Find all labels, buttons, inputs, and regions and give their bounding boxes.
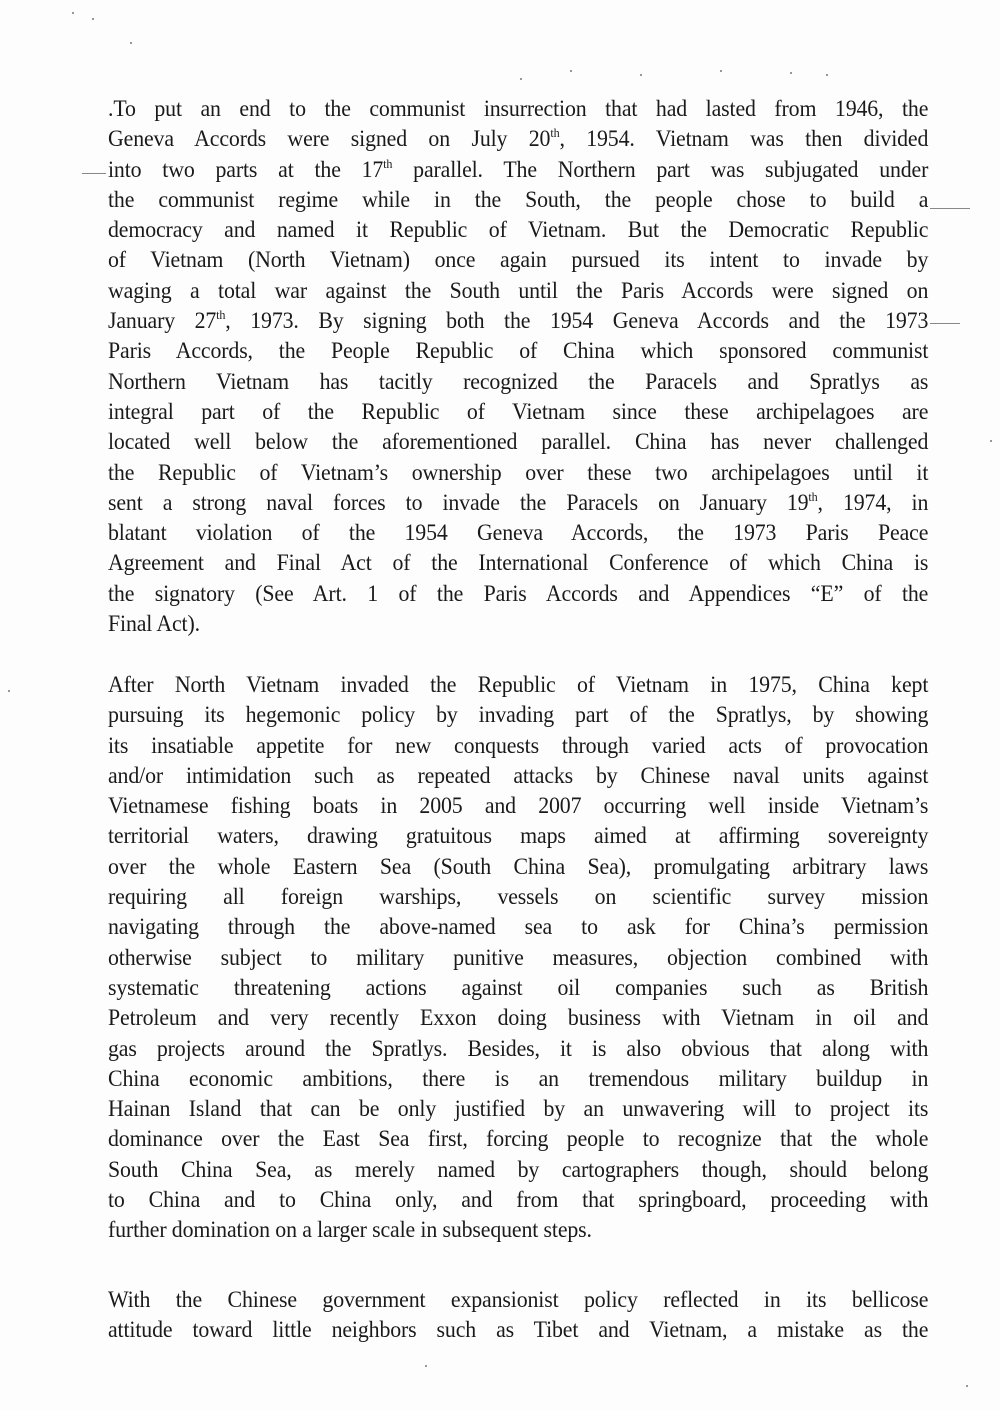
superscript: th [550, 125, 560, 141]
paragraph-3 [108, 1285, 928, 1346]
paragraph-1 [108, 94, 928, 639]
text-fragment: Geneva Accords were signed on July 20 [108, 126, 551, 153]
superscript: th [808, 489, 818, 505]
scan-speck [720, 70, 722, 72]
text-line: Northern Vietnam has tacitly recognized the Paracels and Spratlys as [108, 368, 929, 395]
text-line: the signatory (See Art. 1 of the Paris Accords and Appendices “E” of the [108, 580, 929, 607]
text-line: over the whole Eastern Sea (South China Sea), promulgating arbitrary laws [108, 853, 929, 880]
text-line [108, 306, 928, 336]
text-fragment: January 27 [108, 308, 217, 335]
text-line: territorial waters, drawing gratuitous maps aimed at affirming sovereignty [108, 823, 929, 850]
superscript: th [216, 307, 226, 323]
text-line [108, 488, 928, 518]
text-line: the communist regime while in the South, the people chose to build a [108, 186, 929, 213]
text-line: of Vietnam (North Vietnam) once again pursued its intent to invade by [108, 247, 929, 274]
text-line: Petroleum and very recently Exxon doing business with Vietnam in oil and [108, 1005, 929, 1032]
text-line: Vietnamese fishing boats in 2005 and 2007 occurring well inside Vietnam’s [108, 793, 929, 820]
text-line: Final Act). [108, 611, 200, 638]
scan-line-mark [82, 173, 106, 174]
scan-speck [790, 72, 792, 74]
text-fragment: , 1973. By signing both the 1954 Geneva Accords and the 1973 [225, 308, 929, 335]
scan-speck [72, 12, 74, 14]
text-line: located well below the aforementioned parallel. China has never challenged [108, 429, 929, 456]
text-line: otherwise subject to military punitive measures, objection combined with [108, 944, 929, 971]
text-line: its insatiable appetite for new conquests through varied acts of provocation [108, 732, 929, 759]
scan-speck [92, 18, 94, 20]
text-fragment: , 1954. Vietnam was then divided [559, 126, 929, 153]
text-fragment: parallel. The Northern part was subjugated under [392, 156, 929, 183]
scan-speck [425, 1365, 427, 1367]
paragraph-2 [108, 670, 928, 1246]
scan-speck [570, 70, 572, 72]
text-line: requiring all foreign warships, vessels on scientific survey mission [108, 884, 929, 911]
text-line: blatant violation of the 1954 Geneva Accords, the 1973 Paris Peace [108, 520, 929, 547]
scan-line-mark [930, 323, 960, 324]
text-line: China economic ambitions, there is an tremendous military buildup in [108, 1065, 929, 1092]
text-line [108, 124, 928, 154]
text-line: and/or intimidation such as repeated attacks by Chinese naval units against [108, 762, 929, 789]
text-fragment: , 1974, in [817, 489, 929, 516]
text-line: systematic threatening actions against oil companies such as British [108, 974, 929, 1001]
text-fragment: sent a strong naval forces to invade the Paracels on January 19 [108, 489, 809, 516]
text-line: navigating through the above-named sea to ask for China’s permission [108, 914, 929, 941]
text-line [108, 155, 928, 185]
text-line: .To put an end to the communist insurrection that had lasted from 1946, the [108, 96, 929, 122]
text-fragment: into two parts at the 17 [108, 156, 384, 183]
text-line: Agreement and Final Act of the International Conference of which China is [108, 550, 929, 577]
text-line: gas projects around the Spratlys. Besides, it is also obvious that along with [108, 1035, 929, 1062]
scan-speck [826, 74, 828, 76]
text-line: the Republic of Vietnam’s ownership over these two archipelagoes until it [108, 459, 929, 486]
scan-line-mark [930, 208, 970, 209]
text-line: dominance over the East Sea first, forcing people to recognize that the whole [108, 1126, 929, 1153]
scan-speck [966, 1385, 968, 1387]
text-line: With the Chinese government expansionist policy reflected in its bellicose [108, 1287, 929, 1313]
text-line: South China Sea, as merely named by cartographers though, should belong [108, 1156, 929, 1183]
scan-speck [990, 440, 992, 442]
text-line: Hainan Island that can be only justified by an unwavering will to project its [108, 1096, 929, 1123]
text-line: further domination on a larger scale in subsequent steps. [108, 1217, 592, 1244]
text-line: to China and to China only, and from that springboard, proceeding with [108, 1187, 929, 1214]
scan-speck [520, 78, 522, 80]
text-line: After North Vietnam invaded the Republic of Vietnam in 1975, China kept [108, 672, 929, 698]
superscript: th [383, 155, 393, 171]
text-line: integral part of the Republic of Vietnam since these archipelagoes are [108, 398, 929, 425]
text-line: Paris Accords, the People Republic of China which sponsored communist [108, 338, 929, 365]
scan-speck [640, 74, 642, 76]
scan-speck [130, 42, 132, 44]
text-line: waging a total war against the South until the Paris Accords were signed on [108, 277, 929, 304]
text-line: democracy and named it Republic of Vietnam. But the Democratic Republic [108, 217, 929, 244]
text-line: attitude toward little neighbors such as Tibet and Vietnam, a mistake as the [108, 1317, 929, 1344]
scan-speck [8, 690, 10, 692]
text-line: pursuing its hegemonic policy by invading part of the Spratlys, by showing [108, 702, 929, 729]
